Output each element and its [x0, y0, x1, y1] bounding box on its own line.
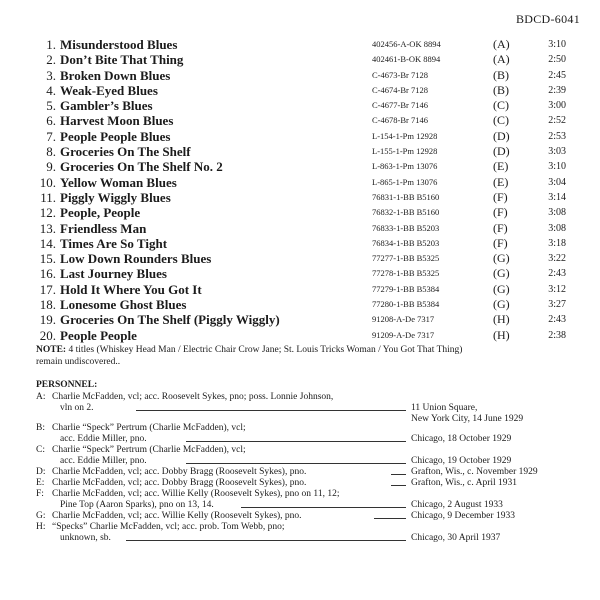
track-title: Groceries On The Shelf — [60, 144, 191, 160]
session-code: (G) — [493, 297, 510, 312]
personnel-desc: Charlie “Speck” Pertrum (Charlie McFadden), vcl; — [52, 423, 246, 433]
track-number: 8. — [46, 144, 56, 160]
recording-place-date: Chicago, 18 October 1929 — [411, 434, 512, 444]
session-code: (A) — [493, 37, 510, 51]
recording-place-date: Chicago, 2 August 1933 — [411, 500, 503, 510]
matrix-number: 77277-1-BB B5325 — [372, 253, 440, 264]
session-code: (C) — [493, 113, 509, 128]
personnel-desc: Charlie “Speck” Pertrum (Charlie McFadden), vcl; — [52, 445, 246, 455]
track-title: Yellow Woman Blues — [60, 174, 177, 190]
track-title: Low Down Rounders Blues — [60, 251, 212, 267]
session-letter: F: — [36, 489, 44, 499]
recording-place: 11 Union Square, — [411, 403, 478, 413]
track-title: Don’t Bite That Thing — [60, 52, 184, 68]
leader-rule — [241, 507, 406, 508]
track-number: 7. — [46, 128, 56, 144]
track-title: People People — [60, 327, 137, 343]
track-number: 18. — [39, 297, 56, 313]
track-row — [36, 297, 566, 312]
track-row — [36, 113, 566, 128]
personnel-desc: Charlie McFadden, vcl; acc. Willie Kelly (Roosevelt Sykes), pno. — [52, 511, 302, 521]
track-title: Friendless Man — [60, 220, 147, 236]
track-row — [36, 251, 566, 266]
matrix-number: 402461-B-OK 8894 — [372, 54, 441, 65]
track-duration: 3:04 — [548, 176, 566, 188]
track-row — [36, 68, 566, 83]
session-letter: E: — [36, 478, 45, 488]
track-title: Times Are So Tight — [60, 235, 168, 251]
leader-rule — [391, 485, 406, 486]
track-duration: 3:08 — [548, 207, 566, 219]
track-title: Misunderstood Blues — [60, 37, 178, 52]
tracklist — [36, 37, 566, 343]
matrix-number: 76834-1-BB B5203 — [372, 237, 440, 248]
track-number: 4. — [46, 82, 56, 98]
session-code: (A) — [493, 52, 510, 67]
leader-rule — [391, 474, 406, 475]
track-number: 6. — [46, 113, 56, 129]
track-duration: 3:27 — [548, 299, 566, 311]
track-title: Hold It Where You Got It — [60, 281, 202, 297]
matrix-number: 77280-1-BB B5384 — [372, 299, 440, 310]
session-code: (F) — [493, 189, 508, 204]
track-number: 3. — [46, 67, 56, 83]
track-duration: 2:43 — [548, 268, 566, 280]
track-duration: 2:53 — [548, 130, 566, 142]
personnel-entry-e — [36, 478, 576, 489]
recording-place-date: Grafton, Wis., c. November 1929 — [411, 467, 538, 477]
session-code: (B) — [493, 82, 509, 97]
personnel-entry-h — [36, 522, 576, 544]
track-row — [36, 221, 566, 236]
matrix-number: C-4673-Br 7128 — [372, 69, 428, 80]
track-duration: 3:12 — [548, 283, 566, 295]
track-row — [36, 37, 566, 52]
personnel-desc: Charlie McFadden, vcl; acc. Willie Kelly (Roosevelt Sykes), pno on 11, 12; — [52, 489, 340, 499]
track-title: People, People — [60, 205, 141, 221]
track-duration: 3:10 — [548, 39, 566, 50]
matrix-number: L-155-1-Pm 12928 — [372, 146, 438, 157]
recording-place-date: Chicago, 30 April 1937 — [411, 533, 501, 543]
personnel-entry-b — [36, 423, 576, 445]
track-row — [36, 190, 566, 205]
track-row — [36, 98, 566, 113]
track-number: 1. — [46, 37, 56, 52]
session-code: (B) — [493, 67, 509, 82]
session-code: (G) — [493, 281, 510, 296]
track-duration: 2:38 — [548, 329, 566, 341]
session-code: (C) — [493, 98, 509, 113]
personnel-desc: Charlie McFadden, vcl; acc. Roosevelt Sykes, pno; poss. Lonnie Johnson, — [52, 392, 334, 402]
track-row — [36, 83, 566, 98]
matrix-number: C-4674-Br 7128 — [372, 84, 428, 95]
track-title: People People Blues — [60, 128, 171, 144]
session-code: (E) — [493, 174, 509, 189]
track-number: 13. — [39, 220, 56, 236]
session-code: (E) — [493, 159, 509, 174]
personnel-desc-continued: unknown, sb. — [60, 533, 111, 543]
track-row — [36, 175, 566, 190]
track-duration: 3:10 — [548, 161, 566, 173]
personnel-desc-continued: acc. Eddie Miller, pno. — [60, 434, 147, 444]
track-title: Lonesome Ghost Blues — [60, 297, 187, 313]
note-label: NOTE: — [36, 345, 67, 355]
track-row — [36, 328, 566, 343]
track-number: 15. — [39, 251, 56, 267]
matrix-number: L-865-1-Pm 13076 — [372, 176, 438, 187]
track-number: 12. — [39, 205, 56, 221]
leader-rule — [374, 518, 406, 519]
matrix-number: 91208-A-De 7317 — [372, 314, 435, 325]
matrix-number: 402456-A-OK 8894 — [372, 39, 441, 49]
track-row — [36, 205, 566, 220]
track-duration: 2:39 — [548, 84, 566, 96]
matrix-number: 76833-1-BB B5203 — [372, 222, 440, 233]
track-number: 19. — [39, 312, 56, 328]
session-code: (F) — [493, 220, 508, 235]
track-number: 5. — [46, 98, 56, 114]
note-text-continued: remain undiscovered.. — [36, 357, 121, 367]
session-code: (F) — [493, 205, 508, 220]
track-row — [36, 266, 566, 281]
track-duration: 3:03 — [548, 146, 566, 158]
track-duration: 3:14 — [548, 191, 566, 203]
track-row — [36, 52, 566, 67]
track-number: 9. — [46, 159, 56, 175]
matrix-number: 77278-1-BB B5325 — [372, 268, 440, 279]
matrix-number: C-4678-Br 7146 — [372, 115, 428, 126]
matrix-number: 76831-1-BB B5160 — [372, 191, 440, 202]
track-row — [36, 236, 566, 251]
personnel-entry-a — [36, 392, 576, 426]
note — [36, 344, 556, 368]
personnel-entry-f — [36, 489, 576, 511]
personnel-desc-continued: vln on 2. — [60, 403, 94, 413]
personnel-desc-continued: acc. Eddie Miller, pno. — [60, 456, 147, 466]
recording-place-date: Grafton, Wis., c. April 1931 — [411, 478, 518, 488]
track-duration: 2:45 — [548, 69, 566, 81]
recording-place-date: Chicago, 9 December 1933 — [411, 511, 515, 521]
leader-rule — [126, 540, 406, 541]
matrix-number: C-4677-Br 7146 — [372, 100, 428, 111]
track-number: 16. — [39, 266, 56, 282]
track-title: Harvest Moon Blues — [60, 113, 174, 129]
matrix-number: L-154-1-Pm 12928 — [372, 130, 438, 141]
track-number: 10. — [39, 174, 56, 190]
leader-rule — [186, 463, 406, 464]
matrix-number: 91209-A-De 7317 — [372, 329, 435, 340]
track-number: 2. — [46, 52, 56, 68]
personnel-entry-c — [36, 445, 576, 467]
track-row — [36, 312, 566, 327]
session-letter: B: — [36, 423, 45, 433]
track-row — [36, 282, 566, 297]
matrix-number: 76832-1-BB B5160 — [372, 207, 440, 218]
personnel-desc: Charlie McFadden, vcl; acc. Dobby Bragg (Roosevelt Sykes), pno. — [52, 467, 307, 477]
session-letter: D: — [36, 467, 46, 477]
session-code: (D) — [493, 128, 510, 143]
track-row — [36, 159, 566, 174]
session-code: (H) — [493, 327, 510, 342]
session-code: (F) — [493, 235, 508, 250]
matrix-number: L-863-1-Pm 13076 — [372, 161, 438, 172]
personnel-entry-g — [36, 511, 576, 522]
personnel-heading: PERSONNEL: — [36, 380, 98, 390]
personnel-desc-continued: Pine Top (Aaron Sparks), pno on 13, 14. — [60, 500, 214, 510]
track-title: Weak-Eyed Blues — [60, 82, 158, 98]
track-duration: 3:18 — [548, 237, 566, 249]
track-duration: 3:08 — [548, 222, 566, 234]
track-number: 20. — [39, 327, 56, 343]
track-duration: 2:43 — [548, 314, 566, 326]
session-code: (D) — [493, 144, 510, 159]
session-letter: H: — [36, 522, 46, 532]
track-title: Groceries On The Shelf (Piggly Wiggly) — [60, 312, 280, 328]
matrix-number: 77279-1-BB B5384 — [372, 283, 440, 294]
leader-rule — [136, 410, 406, 411]
track-number: 14. — [39, 235, 56, 251]
personnel-desc: “Specks” Charlie McFadden, vcl; acc. prob. Tom Webb, pno; — [52, 522, 285, 532]
session-code: (G) — [493, 266, 510, 281]
leader-rule — [186, 441, 406, 442]
track-number: 17. — [39, 281, 56, 297]
session-code: (G) — [493, 251, 510, 266]
session-code: (H) — [493, 312, 510, 327]
session-letter: A: — [36, 392, 46, 402]
session-letter: C: — [36, 445, 45, 455]
catalog-number: BDCD-6041 — [515, 12, 580, 26]
note-text: 4 titles (Whiskey Head Man / Electric Chair Crow Jane; St. Louis Tricks Woman / You Got That Thing) — [68, 345, 463, 355]
track-title: Last Journey Blues — [60, 266, 167, 282]
track-title: Broken Down Blues — [60, 67, 171, 83]
personnel-desc: Charlie McFadden, vcl; acc. Dobby Bragg (Roosevelt Sykes), pno. — [52, 478, 307, 488]
track-duration: 3:22 — [548, 253, 566, 265]
track-duration: 2:50 — [548, 54, 566, 66]
track-duration: 2:52 — [548, 115, 566, 127]
personnel-entry-d — [36, 467, 576, 478]
track-title: Groceries On The Shelf No. 2 — [60, 159, 223, 175]
track-title: Piggly Wiggly Blues — [60, 189, 171, 205]
recording-place-date: Chicago, 19 October 1929 — [411, 456, 512, 466]
session-letter: G: — [36, 511, 46, 521]
track-number: 11. — [40, 189, 56, 205]
track-row — [36, 144, 566, 159]
track-row — [36, 129, 566, 144]
recording-date: New York City, 14 June 1929 — [411, 414, 524, 424]
track-title: Gambler’s Blues — [60, 98, 153, 114]
track-duration: 3:00 — [548, 100, 566, 112]
